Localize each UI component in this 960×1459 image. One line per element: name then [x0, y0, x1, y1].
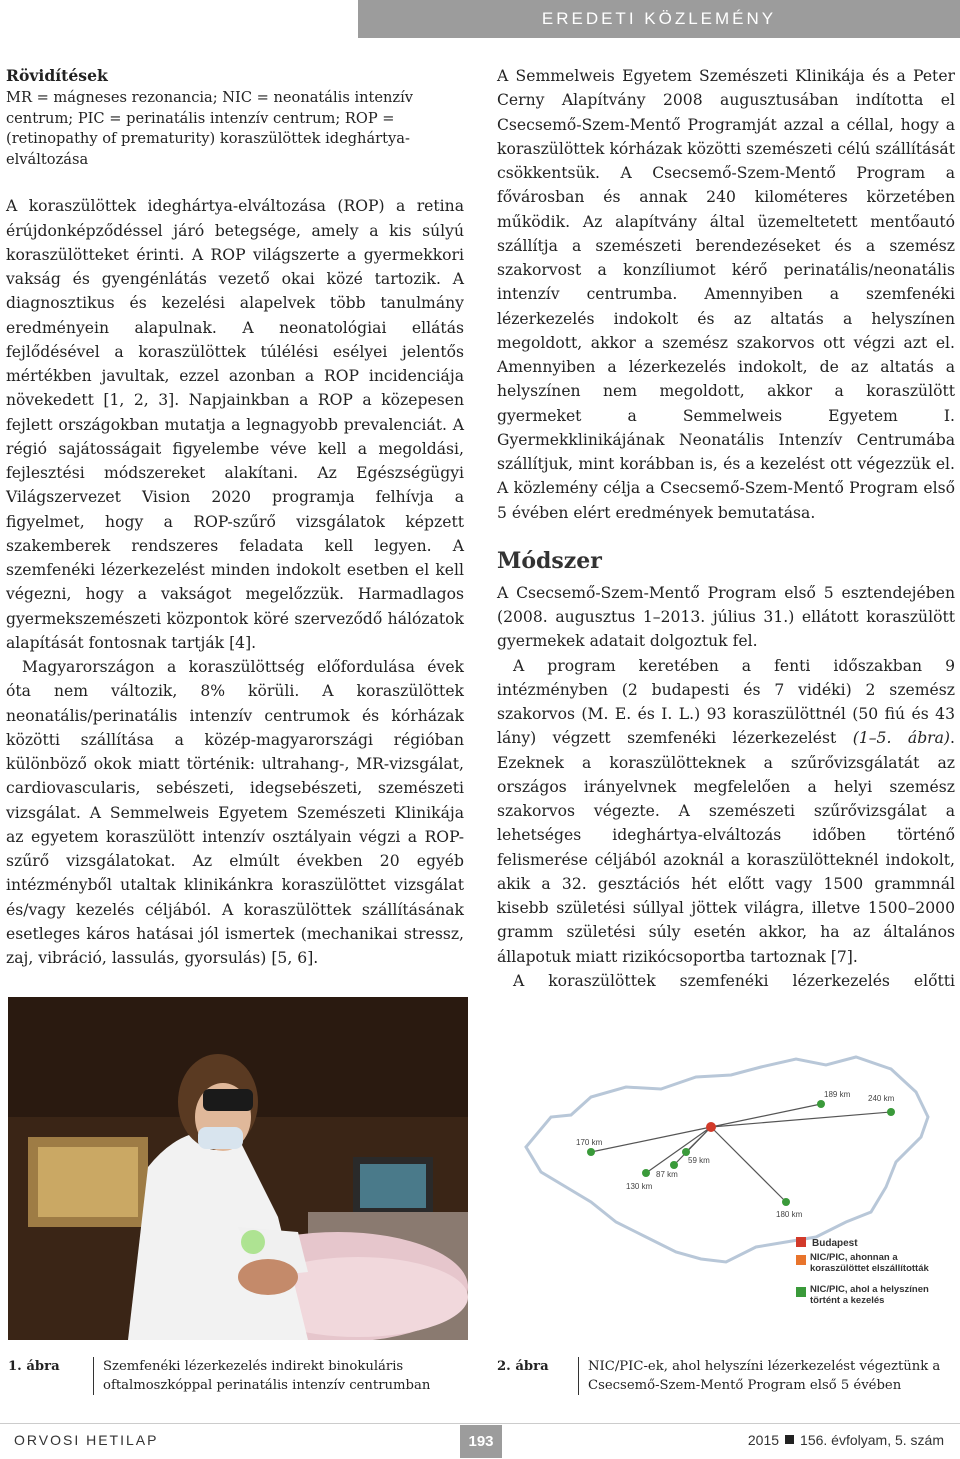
body-paragraph: [497, 654, 955, 969]
section-label: EREDETI KÖZLEMÉNY: [541, 9, 777, 28]
nic-pic-marker: [642, 1169, 650, 1177]
caption-divider: [578, 1357, 579, 1395]
page-number: [460, 1425, 502, 1458]
distance-label: 87 km: [656, 1170, 678, 1179]
caption-label: 2. ábra: [497, 1359, 549, 1374]
section-header: [358, 0, 960, 38]
caption-divider: [93, 1357, 94, 1395]
abbreviations-title: Rövidítések: [6, 66, 108, 85]
square-separator-icon: [785, 1435, 794, 1444]
distance-label: 180 km: [776, 1210, 803, 1219]
body-paragraph: A Semmelweis Egyetem Szemészeti Klinikája és a Peter Cerny Alapítvány 2008 augusztusában indította el Csecsemő-Szem-Mentő Programját azzal a céllal, hogy a koraszülöttek kórházak közötti szemészeti célú szállítását csökkentsük. A Csecsemő-Szem-Mentő Program a fővárosban és annak 240 kilométeres körzetében működik. Az alapítvány által üzemeltetett mentőautó szállítja a szemészeti berendezéseket és a szemész szakorvost a konzíliumot kérő perinatális/neonatális intenzív centrumba. Amennyiben a szemfenéki lézerkezelés indokolt és az altatás a helyszínen megoldott, akkor a szemész szakorvos ott végzi azt el. Amennyiben a lézerkezelés indokolt, de az altatás a helyszínen nem megoldott, akkor a koraszülött gyermeket a Semmelweis Egyetem I. Gyermekklinikájának Neonatális Intenzív Centrumába szállítjuk, mint korábban is, és a kezelést ott végezzük el. A közlemény célja a Csecsemő-Szem-Mentő Program első 5 évében elért eredmények bemutatása.: [497, 67, 955, 522]
budapest-marker: [706, 1122, 716, 1132]
issue-volume: 156. évfolyam, 5. szám: [800, 1432, 944, 1448]
text-run: . Ezeknek a koraszülötteknek a szűrővizsgálatát az országos irányelvnek megfelelően a helyi szemész szakorvos végezte. A szemészeti szűrővizsgálat a lehetséges ideghártya-elváltozás időben történő felismerése céljából azoknál a koraszülötteknél indokolt, akik a 32. gesztációs hét előtt vagy 1500 grammnál kisebb születési súllyal jöttek világra, illetve 1500–2000 gramm születési súly esetén akkor, ha az általános állapotuk miatt rizikócsoportba tartoznak [7].: [497, 729, 955, 966]
body-paragraph: Magyarországon a koraszülöttség előfordulása évek óta nem változik, 8% körüli. A koraszülöttek neonatális/perinatális intenzív centrumok és kórházak közötti szállítása a közép-magyarországi régióban különböző okok miatt történik: ultrahang-, MR-vizsgálat, cardiovascularis, sebészeti, idegsebészeti, szemészeti vizsgálat. A Semmelweis Egyetem Szemészeti Klinikája az egyetem koraszülött intenzív osztályain végzi a ROP-szűrő vizsgálatokat. Az elmúlt években 20 egyéb intézményből utaltak klinikánkra koraszülöttet vizsgálat és/vagy kezelés céljából. A koraszülöttek szállításának esetleges káros hatásai jól ismertek (mechanikai stressz, zaj, vibráció, lassulás, gyorsulás) [5, 6].: [6, 658, 464, 967]
nic-pic-marker: [782, 1198, 790, 1206]
body-paragraph: A koraszülöttek szemfenéki lézerkezelés előtti: [513, 971, 955, 990]
nic-pic-marker: [817, 1100, 825, 1108]
text-run: A program keretében a fenti időszakban 9 intézményben (2 budapesti és 7 vidéki) 2 szemész szakorvos (M. E. és I. L.) 93 koraszülöttnél (50 fiú és 43 lány) végzett szemfenéki lézerkezelést: [497, 656, 955, 748]
laser-treatment-photo: [8, 997, 468, 1340]
distance-label: 130 km: [626, 1182, 653, 1191]
right-column: [497, 64, 955, 1042]
journal-name: ORVOSI HETILAP: [14, 1432, 159, 1448]
figure-reference: (1–5. ábra): [852, 729, 951, 748]
caption-label: 1. ábra: [8, 1359, 60, 1374]
distance-label: 189 km: [824, 1090, 851, 1099]
page-number-text: 193: [468, 1433, 494, 1450]
legend-transported: NIC/PIC, ahonnan a koraszülöttet elszállították: [810, 1252, 929, 1274]
distance-label: 170 km: [576, 1138, 603, 1147]
distance-label: 59 km: [688, 1156, 710, 1165]
figure-2-map: [496, 997, 956, 1340]
abbreviations-text: MR = mágneses rezonancia; NIC = neonatális intenzív centrum; PIC = perinatális intenzív centrum; ROP = (retinopathy of prematurity) koraszülöttek ideghártya-elváltozása: [6, 89, 414, 168]
section-title-methods: Módszer: [497, 547, 602, 574]
issue-info: [748, 1432, 944, 1448]
figure-1-photo: [8, 997, 468, 1340]
figure-2-caption-text: NIC/PIC-ek, ahol helyszíni lézerkezelést végeztünk a Csecsemő-Szem-Mentő Program első 5 évében: [588, 1359, 941, 1393]
nic-pic-marker: [587, 1148, 595, 1156]
hungary-map: [496, 997, 956, 1340]
figure-2-caption-label: [497, 1357, 549, 1376]
distance-label: 240 km: [868, 1094, 895, 1103]
nic-pic-marker: [682, 1148, 690, 1156]
legend-budapest: Budapest: [812, 1238, 858, 1249]
body-paragraph: A Csecsemő-Szem-Mentő Program első 5 esztendejében (2008. augusztus 1–2013. július 31.) ellátott koraszülött gyermekek adatait dolgoztuk fel.: [497, 583, 955, 651]
figure-1-caption-label: [8, 1357, 60, 1376]
nic-pic-marker: [887, 1108, 895, 1116]
legend-onsite: NIC/PIC, ahol a helyszínen történt a kezelés: [810, 1284, 929, 1306]
issue-year: 2015: [747, 1432, 780, 1448]
body-paragraph: A koraszülöttek ideghártya-elváltozása (ROP) a retina érújdonképződéssel járó betegsége, amely a kis súlyú koraszülötteket érinti. A ROP világszerte a gyermekkori vakság és gyengénlátás vezető okai közé tartozik. A diagnosztikus és kezelési alapelvek több tanulmány eredményein alapulnak. A neonatológiai ellátás fejlődésével a koraszülöttek túlélési esélyei jelentős mértékben javultak, ezzel azonban a ROP incidenciája növekedett [1, 2, 3]. Napjainkban a ROP a közepesen fejlett országokban mutatja a legnagyobb prevalenciát. A régió sajátosságait figyelembe véve kell a megoldási, fejlesztési módszereket alakítani. Az Egészségügyi Világszervezet Vision 2020 programja felhívja a figyelmet, hogy a ROP-szűrő vizsgálatok képzett szakemberek rendszeres feladata kell legyen. A szemfenéki lézerkezelést minden indokolt esetben el kell végezni, hogy a vakságot megelőzzük. Harmadlagos gyermekszemészeti központok köré szerveződő hálózatok alapítását fontosnak tartják [4].: [6, 197, 464, 652]
left-column: [6, 64, 464, 970]
nic-pic-marker: [670, 1161, 678, 1169]
figure-1-caption-text: Szemfenéki lézerkezelés indirekt binokuláris oftalmoszkóppal perinatális intenzív centrumban: [103, 1359, 431, 1393]
map-legend: [796, 1237, 950, 1316]
country-outline: [526, 1057, 928, 1262]
